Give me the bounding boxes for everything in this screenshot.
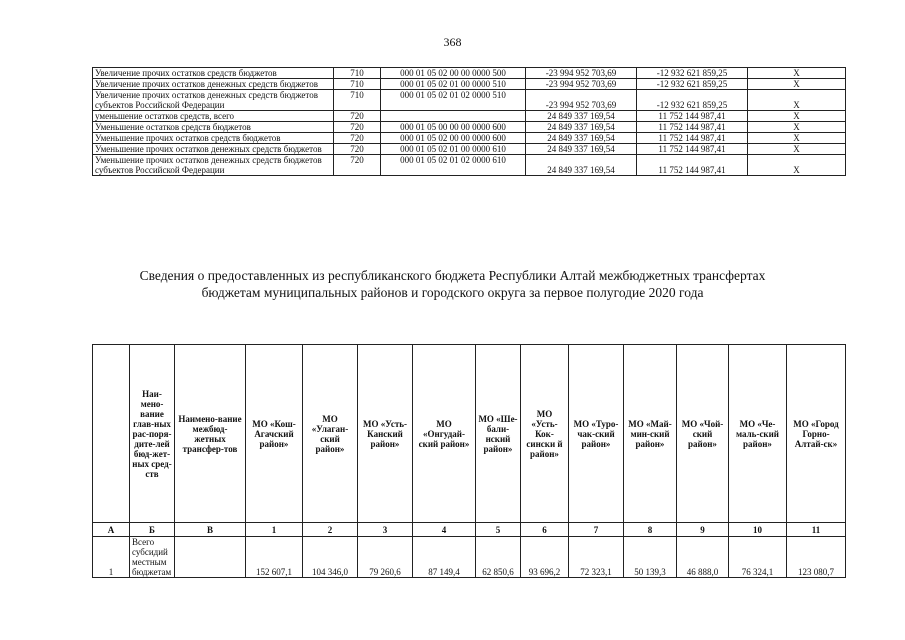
row-value-x: X <box>748 122 846 133</box>
table-cell: 93 696,2 <box>521 537 569 578</box>
table-cell: 104 346,0 <box>303 537 358 578</box>
column-index: 5 <box>476 523 521 537</box>
table-cell: 152 607,1 <box>246 537 303 578</box>
column-index: 8 <box>624 523 677 537</box>
row-kbk: 000 01 05 02 00 00 0000 600 <box>381 133 526 144</box>
row-value-x: X <box>748 144 846 155</box>
row-value-plan: 24 849 337 169,54 <box>526 133 637 144</box>
row-value-plan: -23 994 952 703,69 <box>526 79 637 90</box>
section-heading-line-2: бюджетам муниципальных районов и городского округа за первое полугодие 2020 года <box>201 285 704 300</box>
header-row <box>93 345 846 523</box>
column-index: А <box>93 523 130 537</box>
column-header: МО «Май-мин-ский район» <box>624 345 677 523</box>
row-name: уменьшение остатков средств, всего <box>93 111 334 122</box>
table-cell: 76 324,1 <box>729 537 787 578</box>
page-number: 368 <box>443 35 462 49</box>
column-header: Наимено-вание межбюд-жетных трансфер-тов <box>175 345 246 523</box>
table-row <box>93 79 846 90</box>
row-value-x: X <box>748 155 846 176</box>
table-cell: 123 080,7 <box>787 537 846 578</box>
column-index: 10 <box>729 523 787 537</box>
sources-financing-table <box>92 67 846 176</box>
row-name: Увеличение прочих остатков денежных средств бюджетов субъектов Российской Федерации <box>93 90 334 111</box>
column-index: 6 <box>521 523 569 537</box>
row-value-plan: 24 849 337 169,54 <box>526 111 637 122</box>
row-value-actual: -12 932 621 859,25 <box>637 68 748 79</box>
column-index: 2 <box>303 523 358 537</box>
row-value-plan: 24 849 337 169,54 <box>526 144 637 155</box>
table-cell: 79 260,6 <box>358 537 413 578</box>
column-header: МО «Чой-ский район» <box>677 345 729 523</box>
table-row <box>93 133 846 144</box>
column-index-row <box>93 523 846 537</box>
table-row <box>93 122 846 133</box>
column-index: 4 <box>413 523 476 537</box>
row-name: Увеличение прочих остатков средств бюджетов <box>93 68 334 79</box>
row-code: 720 <box>334 122 381 133</box>
row-value-actual: -12 932 621 859,25 <box>637 79 748 90</box>
table-cell: 87 149,4 <box>413 537 476 578</box>
row-value-actual: 11 752 144 987,41 <box>637 155 748 176</box>
section-heading <box>40 267 865 301</box>
column-header: МО «Че-маль-ский район» <box>729 345 787 523</box>
table-cell: 62 850,6 <box>476 537 521 578</box>
row-value-x: X <box>748 111 846 122</box>
column-header: МО «Кош-Агачский район» <box>246 345 303 523</box>
row-kbk <box>381 111 526 122</box>
table-cell: 72 323,1 <box>569 537 624 578</box>
table-cell: 50 139,3 <box>624 537 677 578</box>
column-header: МО «Ше-бали-нский район» <box>476 345 521 523</box>
column-header: Наи-мено-вание глав-ных рас-поря-дите-лей бюд-жет-ных сред-ств <box>130 345 175 523</box>
column-index: В <box>175 523 246 537</box>
row-code: 710 <box>334 68 381 79</box>
row-code: 710 <box>334 79 381 90</box>
row-name: Уменьшение прочих остатков денежных средств бюджетов <box>93 144 334 155</box>
row-value-x: X <box>748 68 846 79</box>
column-index: 9 <box>677 523 729 537</box>
column-index: 1 <box>246 523 303 537</box>
table-row <box>93 90 846 111</box>
table-row <box>93 155 846 176</box>
row-kbk: 000 01 05 02 01 02 0000 610 <box>381 155 526 176</box>
table-cell: Всего субсидий местным бюджетам <box>130 537 175 578</box>
row-code: 720 <box>334 155 381 176</box>
table-cell: 46 888,0 <box>677 537 729 578</box>
column-header: МО «Онгудай-ский район» <box>413 345 476 523</box>
table-row <box>93 68 846 79</box>
transfers-table-body <box>93 345 846 578</box>
section-heading-line-1: Сведения о предоставленных из республиканского бюджета Республики Алтай межбюджетных трансфертах <box>139 268 766 283</box>
row-kbk: 000 01 05 02 01 00 0000 610 <box>381 144 526 155</box>
table-cell <box>175 537 246 578</box>
table-row <box>93 537 846 578</box>
table-row <box>93 111 846 122</box>
row-value-plan: -23 994 952 703,69 <box>526 68 637 79</box>
row-value-actual: 11 752 144 987,41 <box>637 133 748 144</box>
row-code: 720 <box>334 144 381 155</box>
row-code: 720 <box>334 111 381 122</box>
row-value-actual: 11 752 144 987,41 <box>637 111 748 122</box>
row-kbk: 000 01 05 02 01 00 0000 510 <box>381 79 526 90</box>
row-value-actual: 11 752 144 987,41 <box>637 122 748 133</box>
row-kbk: 000 01 05 02 01 02 0000 510 <box>381 90 526 111</box>
column-index: 7 <box>569 523 624 537</box>
column-header: МО «Город Горно-Алтай-ск» <box>787 345 846 523</box>
row-value-plan: -23 994 952 703,69 <box>526 90 637 111</box>
column-header: МО «Туро-чак-ский район» <box>569 345 624 523</box>
column-index: 3 <box>358 523 413 537</box>
row-value-x: X <box>748 79 846 90</box>
column-index: 11 <box>787 523 846 537</box>
row-kbk: 000 01 05 00 00 00 0000 600 <box>381 122 526 133</box>
row-name: Увеличение прочих остатков денежных средств бюджетов <box>93 79 334 90</box>
row-code: 710 <box>334 90 381 111</box>
column-header: МО «Усть-Канский район» <box>358 345 413 523</box>
table-cell: 1 <box>93 537 130 578</box>
column-header <box>93 345 130 523</box>
row-name: Уменьшение остатков средств бюджетов <box>93 122 334 133</box>
row-name: Уменьшение прочих остатков средств бюджетов <box>93 133 334 144</box>
column-header: МО «Усть-Кок-сински й район» <box>521 345 569 523</box>
sources-financing-body <box>93 68 846 176</box>
transfers-table <box>92 344 846 578</box>
row-value-x: X <box>748 133 846 144</box>
row-value-x: X <box>748 90 846 111</box>
column-index: Б <box>130 523 175 537</box>
row-name: Уменьшение прочих остатков денежных средств бюджетов субъектов Российской Федерации <box>93 155 334 176</box>
row-value-plan: 24 849 337 169,54 <box>526 122 637 133</box>
row-value-actual: 11 752 144 987,41 <box>637 144 748 155</box>
row-kbk: 000 01 05 02 00 00 0000 500 <box>381 68 526 79</box>
table-row <box>93 144 846 155</box>
row-code: 720 <box>334 133 381 144</box>
row-value-plan: 24 849 337 169,54 <box>526 155 637 176</box>
row-value-actual: -12 932 621 859,25 <box>637 90 748 111</box>
column-header: МО «Улаган-ский район» <box>303 345 358 523</box>
